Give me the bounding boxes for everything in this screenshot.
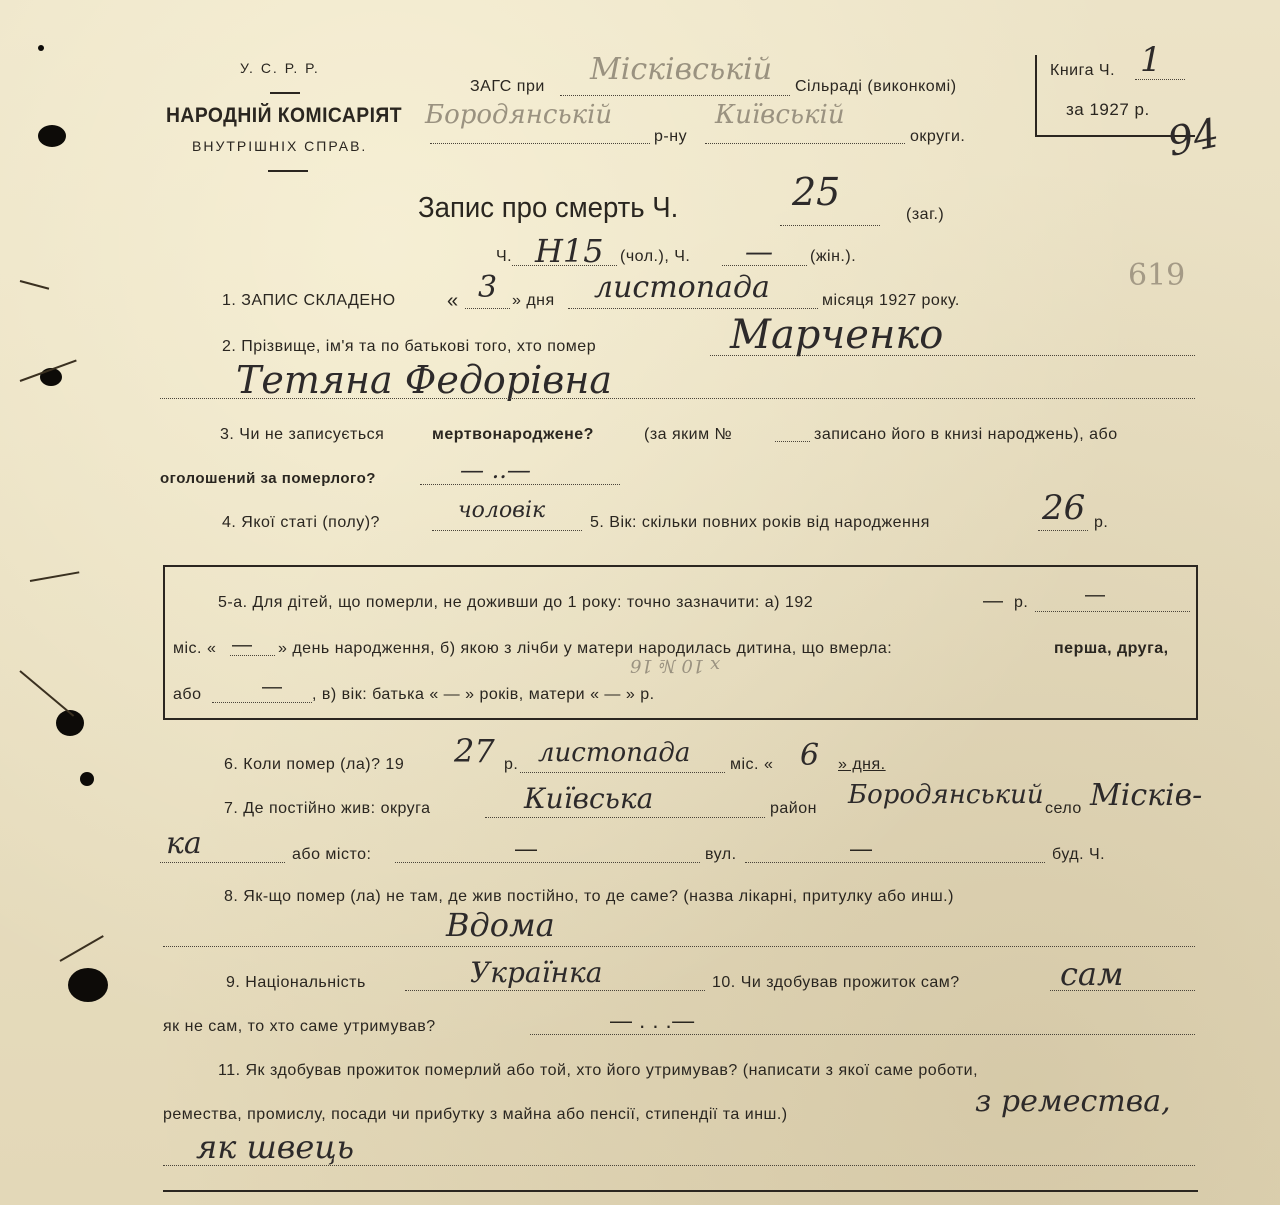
item3-stillborn: мертвонароджене? <box>432 426 594 443</box>
item1-month-line <box>568 308 818 309</box>
archive-stamp-number: 619 <box>1128 258 1186 293</box>
item3-value-line <box>420 484 620 485</box>
item7-raion-value: Бородянський <box>848 780 1044 810</box>
book-box-left <box>1035 55 1037 137</box>
item7-label: 7. Де постійно жив: округа <box>224 800 431 817</box>
item3-which-number: (за яким № <box>644 426 733 443</box>
district-line <box>430 143 650 144</box>
item4-sex: чоловiк <box>458 498 546 523</box>
item3-value: — ..— <box>460 456 531 484</box>
item5a-line2-month: міс. « <box>173 640 217 657</box>
item9-value: Українка <box>470 956 603 989</box>
item1-day-line <box>465 308 510 309</box>
header-ussr: У. С. Р. Р. <box>240 60 320 76</box>
district-label: р-ну <box>654 128 688 145</box>
item5a-faint-mark: х 10 № 16 <box>630 655 721 676</box>
item5a-line1-dash: — <box>1085 584 1106 606</box>
item7-selo: село <box>1045 800 1082 817</box>
item2-surname: Марченко <box>730 312 944 358</box>
header-divider-bottom <box>268 170 308 172</box>
item5a-year-value: — <box>983 590 1004 612</box>
item7-selo-cont-line <box>160 862 285 863</box>
zags-village-line <box>560 95 790 96</box>
record-number: 25 <box>792 170 841 214</box>
item6-month: листопада <box>538 738 691 768</box>
item5-year-label: р. <box>1094 514 1109 531</box>
item5a-month-line <box>230 655 275 656</box>
okruha-line <box>705 143 905 144</box>
item8-label: 8. Як-що помер (ла) не там, де жив постійно, то де саме? (назва лікарні, притулку або инш.) <box>224 888 954 905</box>
item10-supported-line <box>530 1034 1195 1035</box>
item1-day-label: » дня <box>512 292 555 309</box>
item5a-or-value: — <box>262 676 283 698</box>
item3-declared: оголошений за померлого? <box>160 470 376 487</box>
district-handwritten: Бородянськiй <box>425 100 613 130</box>
item11-value: з ремества, <box>975 1084 1171 1119</box>
item7-raion: район <box>770 800 817 817</box>
book-year: за 1927 р. <box>1066 100 1150 119</box>
item11-line <box>163 1165 1195 1166</box>
item5a-or-line <box>212 702 312 703</box>
item7-okruha: Київська <box>524 782 654 815</box>
male-number: Н15 <box>535 232 604 270</box>
item1-label: 1. ЗАПИС СКЛАДЕНО <box>222 292 396 309</box>
item5a-month-value: — <box>232 634 253 656</box>
item8-value: Вдома <box>446 906 555 944</box>
item10-value: сам <box>1060 955 1124 993</box>
item10-line <box>1050 990 1195 991</box>
item10-supported-value: — . . .— <box>610 1008 695 1033</box>
item5-label: 5. Вік: скільки повних років від народження <box>590 514 930 531</box>
item1-month-label: місяця 1927 року. <box>822 292 960 309</box>
item9-line <box>405 990 705 991</box>
okruha-label: округи. <box>910 128 966 145</box>
item7-city: або місто: <box>292 846 372 863</box>
female-number: — <box>745 235 773 268</box>
item11-value-cont: як швець <box>196 1128 355 1166</box>
male-number-prefix: Ч. <box>496 248 513 265</box>
item11-label: 11. Як здобував прожиток померлий або той, хто його утримував? (написати з якої саме роботи, <box>218 1062 979 1079</box>
item6-month-line <box>520 772 725 773</box>
book-number: 1 <box>1140 40 1162 80</box>
header-internal-affairs: ВНУТРІШНІХ СПРАВ. <box>192 138 368 154</box>
item5-age: 26 <box>1042 488 1086 528</box>
record-total-label: (заг.) <box>906 206 945 223</box>
item7-building: буд. Ч. <box>1052 846 1106 863</box>
item1-quote-open: « <box>447 290 459 312</box>
header-divider-top <box>270 92 300 94</box>
item10-label: 10. Чи здобував прожиток сам? <box>712 974 960 991</box>
item11-label-cont: ремества, промислу, посади чи прибутку з майна або пенсії, стипендії та инш.) <box>163 1106 788 1123</box>
male-number-line <box>512 265 617 266</box>
item1-day: 3 <box>478 270 498 305</box>
item7-street: вул. <box>705 846 737 863</box>
item5a-line1: 5-а. Для дітей, що померли, не доживши до 1 року: точно зазначити: а) 192 <box>218 594 814 611</box>
item6-day: 6 <box>800 738 820 773</box>
item9-label: 9. Національність <box>226 974 366 991</box>
record-title: Запис про смерть Ч. <box>418 192 679 224</box>
zags-village-handwritten: Міскiвськiй <box>590 52 773 87</box>
item2-label: 2. Прізвище, ім'я та по батькові того, хто помер <box>222 338 597 355</box>
village-council-label: Сільраді (виконкомі) <box>795 78 957 95</box>
item4-sex-line <box>432 530 582 531</box>
book-label: Книга Ч. <box>1050 62 1116 79</box>
female-label: (жін.). <box>810 248 857 265</box>
item6-label: 6. Коли помер (ла)? 19 <box>224 756 405 773</box>
item5a-r: р. <box>1014 594 1029 611</box>
item2-name-line <box>160 398 1195 399</box>
male-label: (чол.), Ч. <box>620 248 691 265</box>
item8-line <box>163 946 1195 947</box>
item7-street-value: — <box>850 836 873 861</box>
sheet-number: 94 <box>1163 110 1224 166</box>
item3-recorded: записано його в книзі народжень), або <box>814 426 1118 443</box>
zags-label: ЗАГС при <box>470 78 545 95</box>
item6-r: р. <box>504 756 519 773</box>
bottom-rule <box>163 1190 1198 1192</box>
item7-street-line <box>745 862 1045 863</box>
item5a-line1-fill <box>1035 611 1190 612</box>
item10-supported: як не сам, то хто саме утримував? <box>163 1018 436 1035</box>
item5a-or: або <box>173 686 202 703</box>
item3-label: 3. Чи не записується <box>220 426 385 443</box>
okruha-handwritten: Київськiй <box>715 100 845 130</box>
item5-age-line <box>1038 530 1088 531</box>
item7-city-line <box>395 862 700 863</box>
item1-month: листопада <box>594 270 770 305</box>
item7-city-value: — <box>515 836 538 861</box>
item6-year-suffix: 27 <box>454 732 495 770</box>
item5a-line2: » день народження, б) якою з лічби у матери народилась дитина, що вмерла: <box>278 640 893 657</box>
record-number-line <box>780 225 880 226</box>
item5a-order: перша, друга, <box>1054 640 1169 657</box>
item3-number-line <box>775 441 810 442</box>
book-number-line <box>1135 79 1185 80</box>
female-number-line <box>722 265 807 266</box>
item7-okruha-line <box>485 817 765 818</box>
item4-label: 4. Якої статі (полу)? <box>222 514 380 531</box>
item7-selo-value: Міскiв- <box>1090 778 1203 813</box>
header-commissariat: НАРОДНІЙ КОМІСАРІЯТ <box>166 104 403 127</box>
item2-surname-line <box>710 355 1195 356</box>
item6-day-label: » дня. <box>838 756 886 773</box>
item5a-line3: , в) вік: батька « — » років, матери « — » р. <box>312 686 655 703</box>
item6-mis: міс. « <box>730 756 774 773</box>
item7-selo-value-cont: ка <box>166 826 202 861</box>
item2-name-patronymic: Тетяна Федорівна <box>236 358 613 402</box>
